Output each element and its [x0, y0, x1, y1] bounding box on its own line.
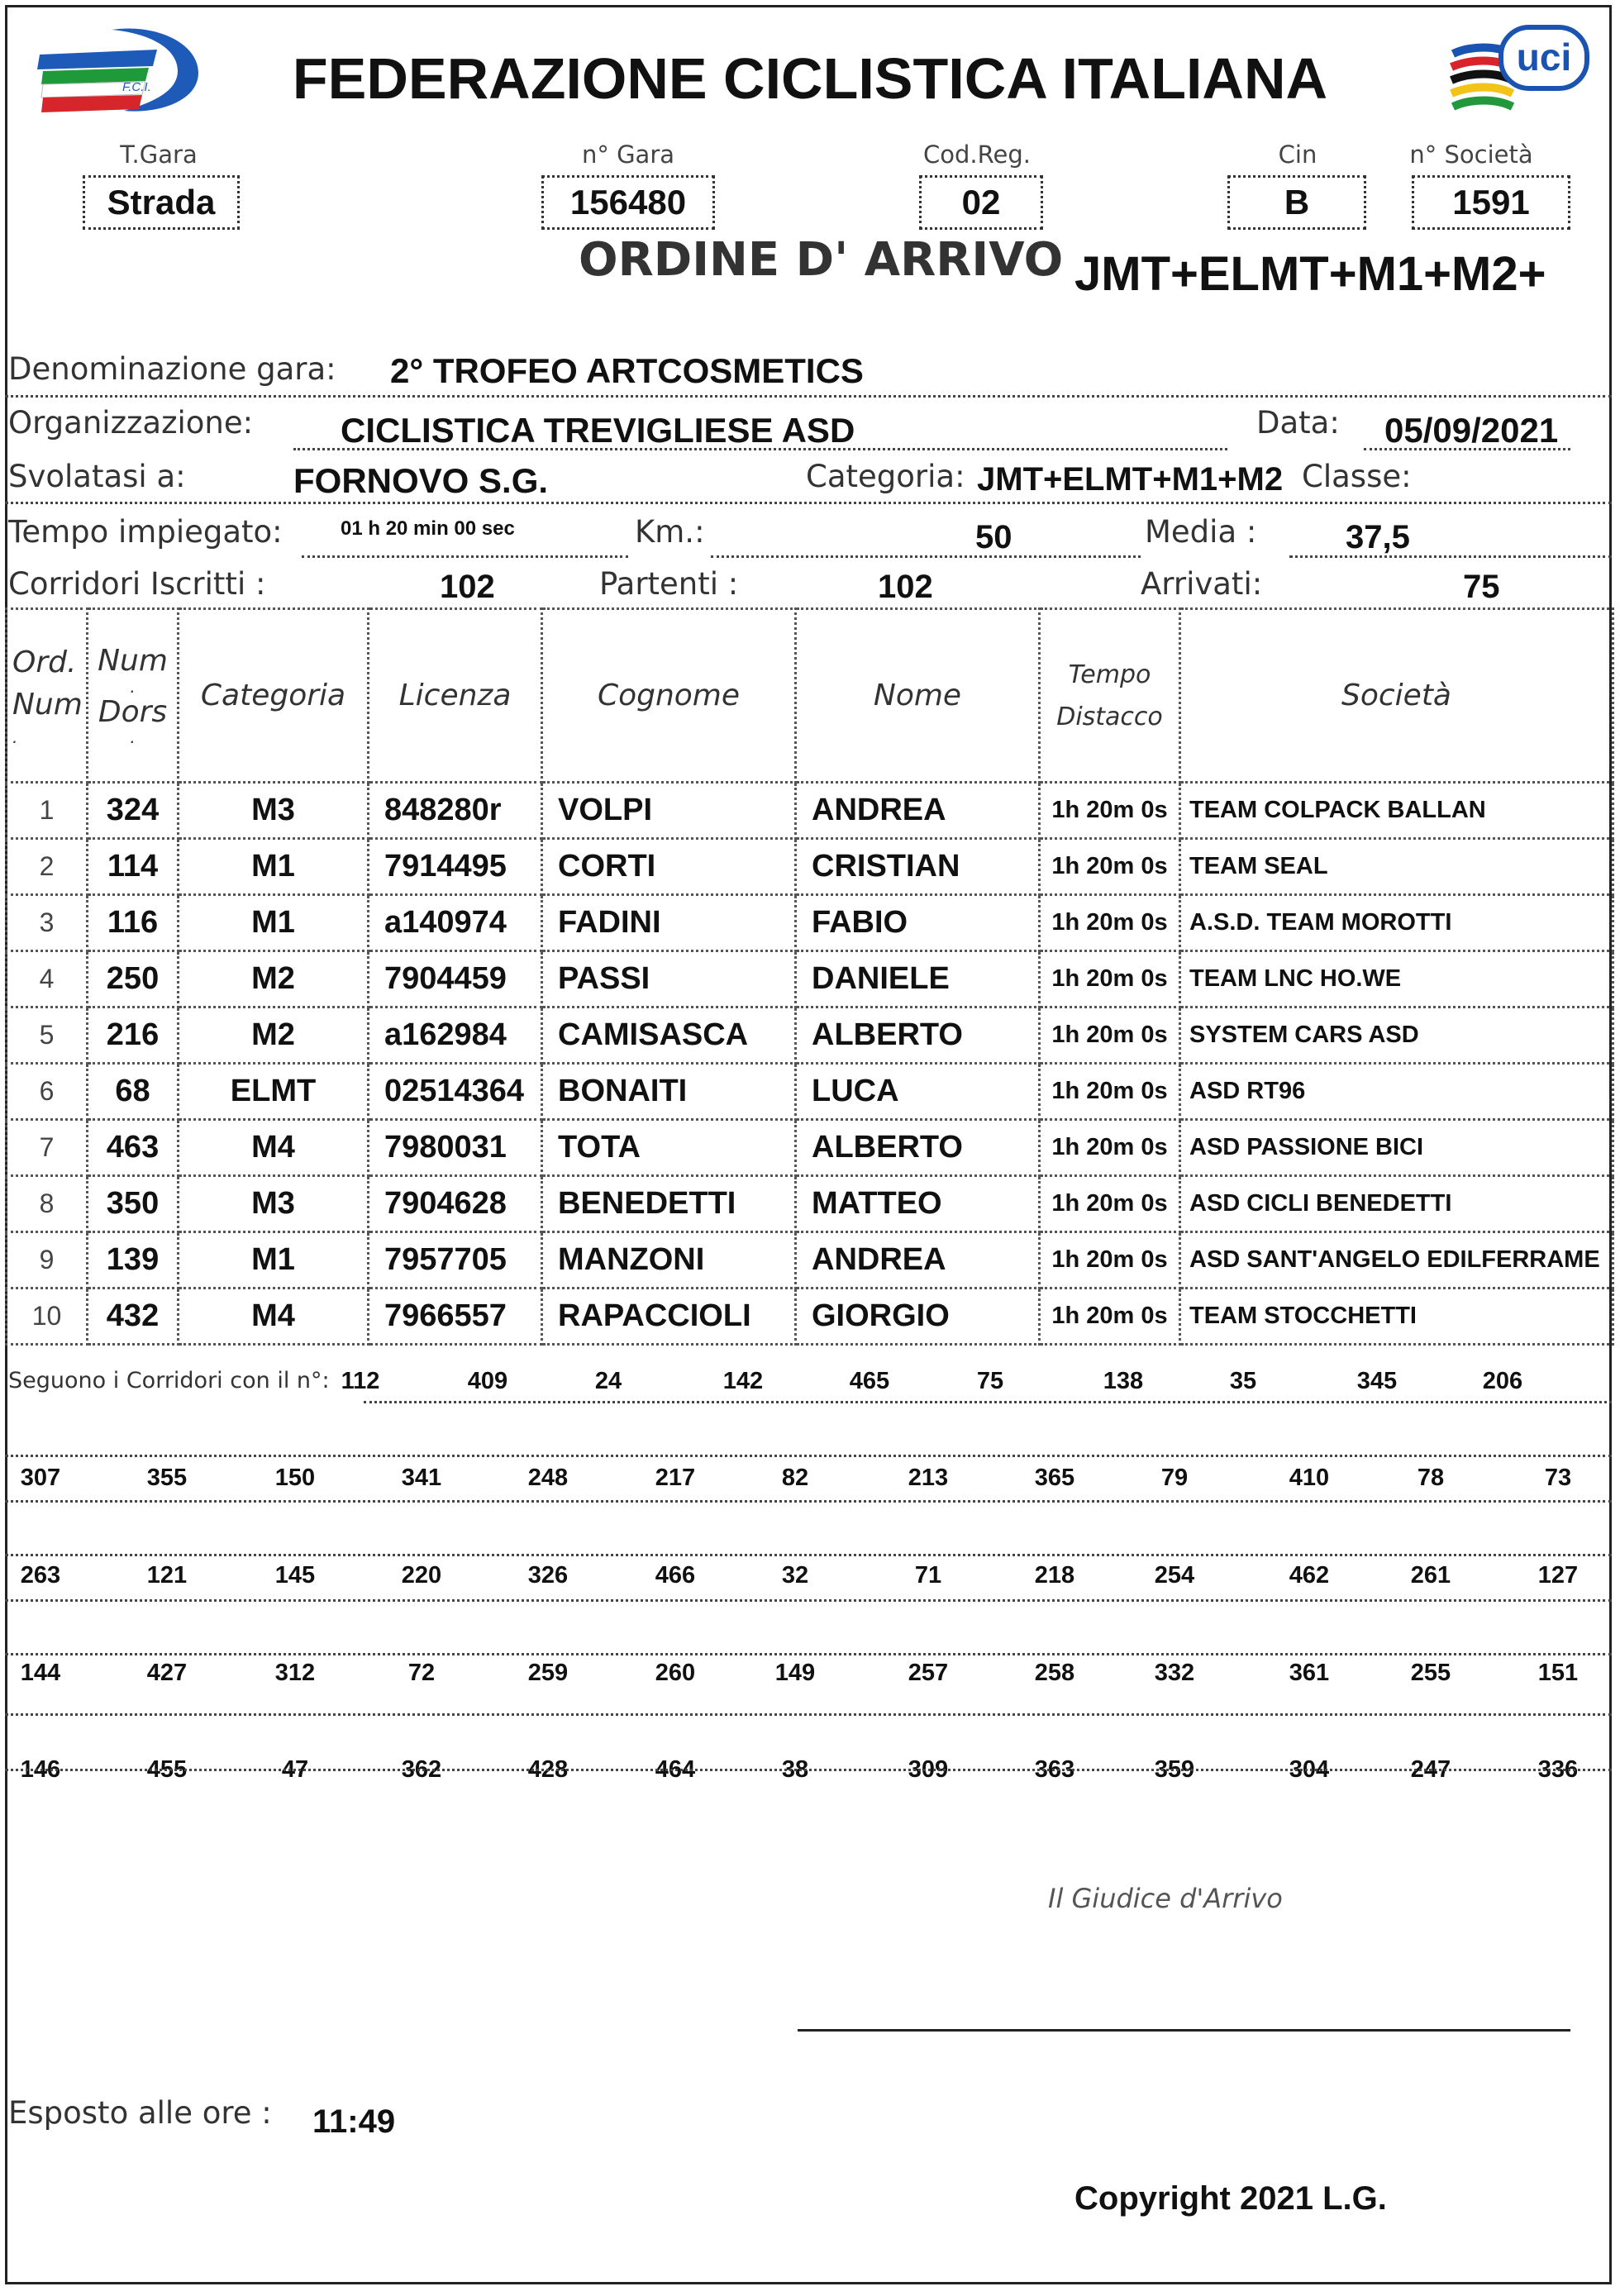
divider: [5, 1653, 1612, 1655]
divider: [293, 448, 1227, 450]
divider: [5, 395, 1612, 398]
bib-number: 72: [407, 1660, 436, 1686]
cell-cognome: PASSI: [542, 951, 796, 1007]
bib-number: 465: [849, 1368, 890, 1394]
divider: [364, 1401, 1612, 1403]
cell-dors: 432: [88, 1289, 179, 1345]
table-row: [7, 1289, 1613, 1345]
seguono-row: [5, 1562, 1612, 1595]
svolatasi-label: Svolatasi a:: [8, 459, 186, 494]
cell-cognome: CAMISASCA: [542, 1007, 796, 1064]
cell-tempo: 1h 20m 0s: [1040, 1289, 1180, 1345]
cin-label: Cin: [1278, 141, 1317, 169]
bib-number: 326: [527, 1562, 569, 1589]
col-tempo-line2: Distacco: [1056, 702, 1163, 731]
arrivati-label: Arrivati:: [1141, 566, 1263, 602]
categoria-label: Categoria:: [806, 459, 965, 494]
bib-number: 112: [341, 1368, 380, 1394]
bib-number: 144: [20, 1660, 61, 1686]
cell-ord: 7: [7, 1120, 88, 1176]
cell-cognome: CORTI: [542, 839, 796, 895]
bib-number: 259: [527, 1660, 569, 1686]
results-table: [5, 607, 1614, 1346]
col-licenza-header: Licenza: [369, 609, 542, 783]
table-row: [7, 1176, 1613, 1232]
divider: [5, 1554, 1612, 1556]
nsocieta-label: n° Società: [1409, 141, 1533, 169]
divider: [5, 1713, 1612, 1716]
bib-number: 409: [467, 1368, 508, 1394]
cell-categoria: ELMT: [179, 1064, 369, 1120]
cell-tempo: 1h 20m 0s: [1040, 1064, 1180, 1120]
ngara-label: n° Gara: [581, 141, 675, 169]
cell-ord: 2: [7, 839, 88, 895]
nsocieta-value: 1591: [1412, 175, 1570, 230]
cell-nome: ANDREA: [796, 783, 1040, 839]
giudice-label: Il Giudice d'Arrivo: [1048, 1883, 1283, 1914]
bib-number: 220: [401, 1562, 442, 1589]
cell-licenza: a162984: [369, 1007, 542, 1064]
cell-licenza: 7966557: [369, 1289, 542, 1345]
divider: [5, 1599, 1612, 1602]
bib-number: 455: [146, 1756, 188, 1783]
cell-dors: 350: [88, 1176, 179, 1232]
media-value: 37,5: [1346, 519, 1410, 555]
bib-number: 261: [1410, 1562, 1451, 1589]
divider: [5, 1769, 1612, 1771]
col-cognome-header: Cognome: [542, 609, 796, 783]
tempo-value: 01 h 20 min 00 sec: [341, 517, 515, 540]
bib-number: 213: [908, 1465, 949, 1491]
cell-tempo: 1h 20m 0s: [1040, 839, 1180, 895]
bib-number: 263: [20, 1562, 61, 1589]
table-row: [7, 1232, 1613, 1289]
bib-number: 217: [655, 1465, 696, 1491]
cell-categoria: M3: [179, 783, 369, 839]
bib-number: 258: [1034, 1660, 1075, 1686]
cell-dors: 324: [88, 783, 179, 839]
seguono-row: [5, 1660, 1612, 1693]
table-row: [7, 783, 1613, 839]
bib-number: 466: [655, 1562, 696, 1589]
cell-categoria: M1: [179, 1232, 369, 1289]
col-tempo-line1: Tempo: [1068, 660, 1151, 689]
signature-line: [798, 2029, 1570, 2032]
cell-categoria: M1: [179, 895, 369, 951]
bib-number: 71: [914, 1562, 942, 1589]
copyright: Copyright 2021 L.G.: [1074, 2180, 1387, 2217]
bib-number: 359: [1154, 1756, 1195, 1783]
cell-ord: 9: [7, 1232, 88, 1289]
classe-label: Classe:: [1302, 459, 1412, 494]
bib-number: 151: [1537, 1660, 1579, 1686]
svolatasi-value: FORNOVO S.G.: [293, 461, 549, 500]
bib-number: 24: [594, 1368, 622, 1394]
bib-number: 150: [274, 1465, 316, 1491]
cell-categoria: M4: [179, 1289, 369, 1345]
divider: [5, 1500, 1612, 1503]
cell-cognome: VOLPI: [542, 783, 796, 839]
bib-number: 145: [274, 1562, 316, 1589]
col-ord-line3: .: [12, 726, 18, 747]
bib-number: 35: [1229, 1368, 1257, 1394]
bib-number: 32: [781, 1562, 809, 1589]
bib-number: 427: [146, 1660, 188, 1686]
cell-licenza: 7914495: [369, 839, 542, 895]
partenti-label: Partenti :: [599, 566, 739, 602]
cell-ord: 10: [7, 1289, 88, 1345]
seguono-row: [5, 1465, 1612, 1498]
cell-tempo: 1h 20m 0s: [1040, 1176, 1180, 1232]
cell-ord: 3: [7, 895, 88, 951]
iscritti-label: Corridori Iscritti :: [8, 566, 266, 602]
bib-number: 462: [1289, 1562, 1330, 1589]
col-ord-line1: Ord.: [12, 645, 77, 680]
tgara-value: Strada: [83, 175, 240, 230]
cell-tempo: 1h 20m 0s: [1040, 895, 1180, 951]
col-ord-line2: Num: [12, 687, 83, 722]
divider: [5, 502, 1612, 504]
cell-cognome: BENEDETTI: [542, 1176, 796, 1232]
bib-number: 260: [655, 1660, 696, 1686]
bib-number: 341: [401, 1465, 442, 1491]
data-value: 05/09/2021: [1384, 411, 1559, 450]
cell-societa: ASD CICLI BENEDETTI: [1180, 1176, 1613, 1232]
bib-number: 138: [1103, 1368, 1144, 1394]
table-header-row: [7, 609, 1613, 783]
cell-tempo: 1h 20m 0s: [1040, 783, 1180, 839]
bib-number: 254: [1154, 1562, 1195, 1589]
category-big: JMT+ELMT+M1+M2+: [1074, 247, 1546, 301]
bib-number: 362: [401, 1756, 442, 1783]
bib-number: 363: [1034, 1756, 1075, 1783]
col-dors-line4: .: [130, 727, 136, 748]
cell-licenza: 7980031: [369, 1120, 542, 1176]
uci-logo-text: uci: [1516, 36, 1572, 79]
bib-number: 365: [1034, 1465, 1075, 1491]
cell-ord: 8: [7, 1176, 88, 1232]
cell-societa: A.S.D. TEAM MOROTTI: [1180, 895, 1613, 951]
table-row: [7, 895, 1613, 951]
cell-categoria: M3: [179, 1176, 369, 1232]
categoria-value: JMT+ELMT+M1+M2: [977, 461, 1284, 498]
cell-licenza: 7904459: [369, 951, 542, 1007]
cell-nome: ALBERTO: [796, 1120, 1040, 1176]
cell-licenza: 02514364: [369, 1064, 542, 1120]
cell-licenza: 848280r: [369, 783, 542, 839]
bib-number: 312: [274, 1660, 316, 1686]
bib-number: 38: [781, 1756, 809, 1783]
arrivati-value: 75: [1463, 569, 1500, 605]
bib-number: 75: [976, 1368, 1004, 1394]
fci-logo-text: F.C.I.: [122, 80, 151, 94]
cell-categoria: M1: [179, 839, 369, 895]
cell-tempo: 1h 20m 0s: [1040, 1007, 1180, 1064]
cell-societa: SYSTEM CARS ASD: [1180, 1007, 1613, 1064]
bib-number: 332: [1154, 1660, 1195, 1686]
esposto-label: Esposto alle ore :: [8, 2095, 272, 2131]
cell-societa: TEAM STOCCHETTI: [1180, 1289, 1613, 1345]
bib-number: 73: [1544, 1465, 1572, 1491]
bib-number: 218: [1034, 1562, 1075, 1589]
col-categoria-header: Categoria: [179, 609, 369, 783]
denominazione-value: 2° TROFEO ARTCOSMETICS: [390, 351, 864, 390]
col-nome-header: Nome: [796, 609, 1040, 783]
bib-number: 248: [527, 1465, 569, 1491]
bib-number: 428: [527, 1756, 569, 1783]
cell-dors: 216: [88, 1007, 179, 1064]
bib-number: 142: [722, 1368, 764, 1394]
bib-number: 336: [1537, 1756, 1579, 1783]
cell-licenza: 7957705: [369, 1232, 542, 1289]
bib-number: 127: [1537, 1562, 1579, 1589]
codreg-label: Cod.Reg.: [923, 141, 1031, 169]
seguono-first-row: [5, 1368, 1612, 1401]
cell-nome: GIORGIO: [796, 1289, 1040, 1345]
uci-logo-icon: [1446, 21, 1591, 120]
divider: [302, 555, 628, 558]
bib-number: 345: [1356, 1368, 1398, 1394]
tgara-label: T.Gara: [120, 141, 198, 169]
cell-nome: ANDREA: [796, 1232, 1040, 1289]
cell-cognome: RAPACCIOLI: [542, 1289, 796, 1345]
cell-tempo: 1h 20m 0s: [1040, 1120, 1180, 1176]
col-dors-line3: Dors: [98, 694, 168, 729]
bib-number: 307: [20, 1465, 61, 1491]
cell-ord: 1: [7, 783, 88, 839]
cell-societa: TEAM COLPACK BALLAN: [1180, 783, 1613, 839]
page-title: FEDERAZIONE CICLISTICA ITALIANA: [292, 46, 1328, 111]
cell-ord: 5: [7, 1007, 88, 1064]
table-row: [7, 951, 1613, 1007]
denominazione-label: Denominazione gara:: [8, 351, 336, 387]
cell-societa: ASD SANT'ANGELO EDILFERRAME: [1180, 1232, 1613, 1289]
cell-nome: MATTEO: [796, 1176, 1040, 1232]
bib-number: 309: [908, 1756, 949, 1783]
km-value: 50: [975, 519, 1012, 555]
bib-number: 121: [146, 1562, 188, 1589]
bib-number: 304: [1289, 1756, 1330, 1783]
cell-dors: 139: [88, 1232, 179, 1289]
cell-dors: 114: [88, 839, 179, 895]
cell-dors: 250: [88, 951, 179, 1007]
bib-number: 257: [908, 1660, 949, 1686]
bib-number: 206: [1482, 1368, 1523, 1394]
col-tempo-header: [1040, 609, 1180, 783]
cell-nome: ALBERTO: [796, 1007, 1040, 1064]
bib-number: 410: [1289, 1465, 1330, 1491]
bib-number: 78: [1417, 1465, 1445, 1491]
bib-number: 79: [1160, 1465, 1189, 1491]
bib-number: 361: [1289, 1660, 1330, 1686]
bib-number: 149: [774, 1660, 816, 1686]
cell-categoria: M4: [179, 1120, 369, 1176]
cell-tempo: 1h 20m 0s: [1040, 951, 1180, 1007]
cell-cognome: TOTA: [542, 1120, 796, 1176]
cell-categoria: M2: [179, 951, 369, 1007]
esposto-value: 11:49: [312, 2103, 396, 2140]
organizzazione-value: CICLISTICA TREVIGLIESE ASD: [341, 411, 855, 450]
seguono-row: [5, 1756, 1612, 1789]
cell-licenza: a140974: [369, 895, 542, 951]
cell-societa: TEAM SEAL: [1180, 839, 1613, 895]
col-dors-line1: Num: [98, 643, 168, 678]
cell-cognome: BONAITI: [542, 1064, 796, 1120]
cell-societa: ASD PASSIONE BICI: [1180, 1120, 1613, 1176]
divider: [711, 555, 1141, 558]
bib-number: 247: [1410, 1756, 1451, 1783]
cell-dors: 116: [88, 895, 179, 951]
ngara-value: 156480: [541, 175, 715, 230]
col-societa-header: Società: [1180, 609, 1613, 783]
seguono-label: Seguono i Corridori con il n°:: [8, 1368, 330, 1393]
col-ord-header: [7, 609, 88, 783]
cell-cognome: FADINI: [542, 895, 796, 951]
bib-number: 146: [20, 1756, 61, 1783]
bib-number: 47: [281, 1756, 309, 1783]
cell-cognome: MANZONI: [542, 1232, 796, 1289]
cell-tempo: 1h 20m 0s: [1040, 1232, 1180, 1289]
divider: [1364, 448, 1570, 450]
cell-ord: 4: [7, 951, 88, 1007]
km-label: Km.:: [635, 514, 705, 550]
cell-dors: 68: [88, 1064, 179, 1120]
cell-nome: CRISTIAN: [796, 839, 1040, 895]
bib-number: 255: [1410, 1660, 1451, 1686]
doc-title: ORDINE D' ARRIVO: [579, 233, 1064, 287]
data-label: Data:: [1256, 405, 1340, 441]
col-dors-header: [88, 609, 179, 783]
divider: [5, 1455, 1612, 1457]
col-dors-line2: .: [130, 676, 136, 697]
cell-ord: 6: [7, 1064, 88, 1120]
table-row: [7, 1064, 1613, 1120]
codreg-value: 02: [919, 175, 1043, 230]
cell-licenza: 7904628: [369, 1176, 542, 1232]
cell-societa: TEAM LNC HO.WE: [1180, 951, 1613, 1007]
partenti-value: 102: [878, 569, 933, 605]
cell-dors: 463: [88, 1120, 179, 1176]
bib-number: 464: [655, 1756, 696, 1783]
cell-nome: LUCA: [796, 1064, 1040, 1120]
table-row: [7, 1120, 1613, 1176]
media-label: Media :: [1145, 514, 1257, 550]
iscritti-value: 102: [440, 569, 495, 605]
cell-nome: FABIO: [796, 895, 1040, 951]
cell-categoria: M2: [179, 1007, 369, 1064]
table-row: [7, 1007, 1613, 1064]
cin-value: B: [1227, 175, 1366, 230]
bib-number: 82: [781, 1465, 809, 1491]
bib-number: 355: [146, 1465, 188, 1491]
tempo-label: Tempo impiegato:: [8, 514, 283, 550]
table-row: [7, 839, 1613, 895]
divider: [1289, 555, 1612, 558]
cell-societa: ASD RT96: [1180, 1064, 1613, 1120]
cell-nome: DANIELE: [796, 951, 1040, 1007]
organizzazione-label: Organizzazione:: [8, 405, 254, 441]
